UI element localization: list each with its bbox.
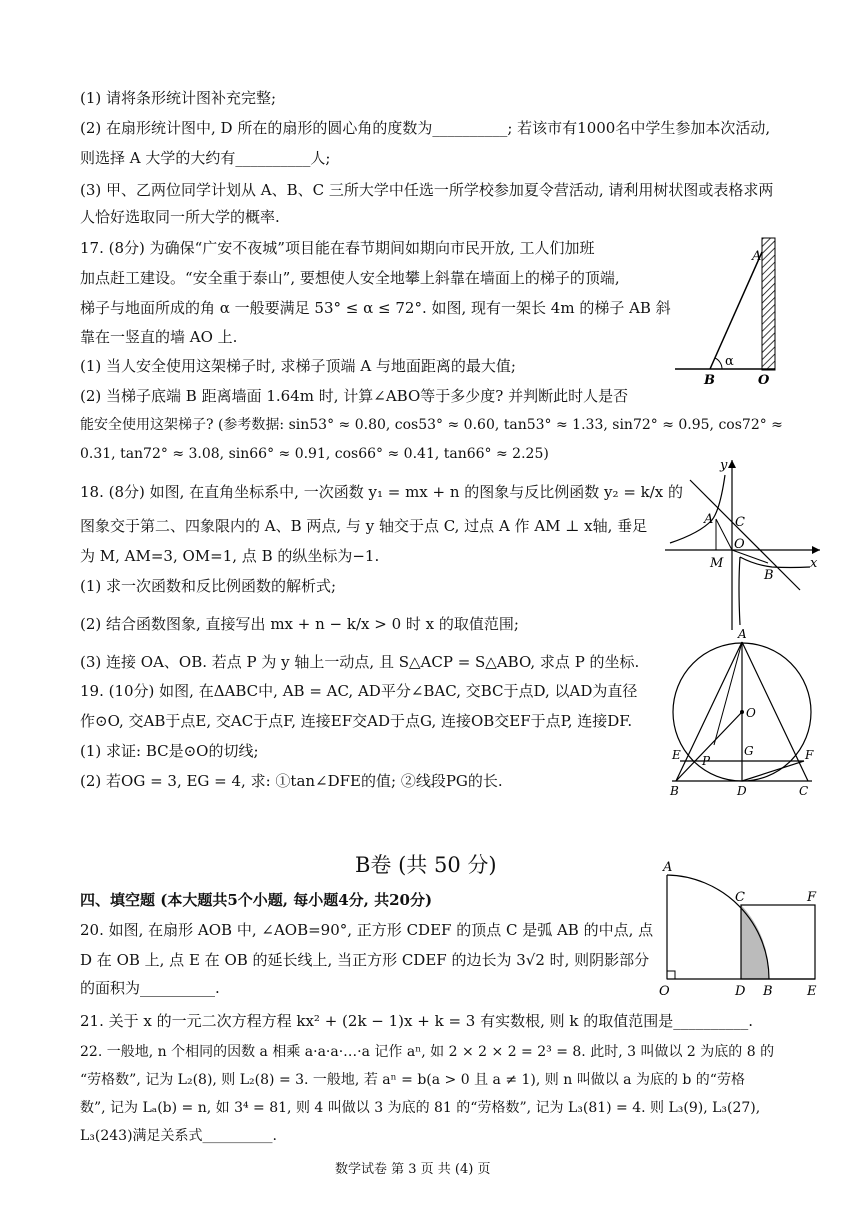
label-B: B [704, 373, 715, 388]
svg-text:E: E [672, 748, 681, 762]
label-O: O [758, 373, 770, 388]
hyperbola-q4 [739, 557, 740, 625]
q17-ref-data: 能安全使用这架梯子? (参考数据: sin53° ≈ 0.80, cos53° ≈ 0.60, tan53° ≈ 1.33, sin72° ≈ 0.95, cos72° ≈ [80, 417, 783, 433]
label-alpha: α [725, 354, 734, 369]
svg-text:D: D [735, 984, 746, 999]
svg-text:M: M [710, 556, 724, 571]
svg-text:B: B [670, 784, 679, 797]
q17-part1: (1) 当人安全使用这架梯子时, 求梯子顶端 A 与地面距离的最大值; [80, 357, 516, 375]
q17-stem: 17. (8分) 为确保“广安不夜城”项目能在春节期间如期向市民开放, 工人们加班 [80, 239, 595, 257]
q18-stem: 18. (8分) 如图, 在直角坐标系中, 一次函数 y₁ = mx + n 的图象与反比例函数 y₂ = k/x 的 [80, 483, 684, 501]
q19-part1: (1) 求证: BC是⊙O的切线; [80, 742, 259, 760]
q20-stem-3: 的面积为__________. [80, 979, 220, 997]
svg-text:E: E [807, 984, 817, 999]
q19-stem: 19. (10分) 如图, 在ΔABC中, AB = AC, AD平分∠BAC, 交BC于点D, 以AD为直径 [80, 682, 638, 700]
q17-ref-data-2: 0.31, tan72° ≈ 3.08, sin66° ≈ 0.91, cos66° ≈ 0.41, tan66° ≈ 2.25) [80, 446, 549, 462]
svg-text:C: C [799, 784, 809, 797]
q19-stem-2: 作⊙O, 交AB于点E, 交AC于点F, 连接EF交AD于点G, 连接OB交EF于点P, 连接DF. [80, 712, 633, 730]
svg-text:A: A [704, 512, 714, 527]
q16-part3: (3) 甲、乙两位同学计划从 A、B、C 三所大学中任选一所学校参加夏令营活动, 请利用树状图或表格求两 [80, 181, 774, 199]
circle-triangle-figure [662, 625, 832, 797]
svg-text:F: F [807, 890, 817, 905]
hyperbola-q2 [670, 475, 725, 543]
wall [762, 238, 775, 370]
q18-part2: (2) 结合函数图象, 直接写出 mx + n − k/x > 0 时 x 的取值范围; [80, 615, 519, 633]
svg-text:y: y [720, 458, 728, 473]
svg-text:O: O [659, 984, 670, 999]
svg-text:O: O [746, 706, 756, 720]
shaded-region [741, 905, 769, 979]
q20-stem-2: D 在 OB 上, 点 E 在 OB 的延长线上, 当正方形 CDEF 的边长为 3√2 时, 则阴影部分 [80, 951, 650, 969]
ladder-line [710, 252, 762, 369]
q18-stem-2: 图象交于第二、四象限内的 A、B 两点, 与 y 轴交于点 C, 过点 A 作 AM ⊥ x轴, 垂足 [80, 517, 648, 535]
q17-stem-3: 梯子与地面所成的角 α 一般要满足 53° ≤ α ≤ 72°. 如图, 现有一架长 4m 的梯子 AB 斜 [80, 299, 671, 317]
section-b-title: B卷 (共 50 分) [355, 853, 497, 877]
q17-stem-2: 加点赶工建设。“安全重于泰山”, 要想使人安全地攀上斜靠在墙面上的梯子的顶端, [80, 269, 620, 287]
q18-part1: (1) 求一次函数和反比例函数的解析式; [80, 577, 337, 595]
q17-stem-4: 靠在一竖直的墙 AO 上. [80, 328, 238, 346]
svg-text:P: P [702, 754, 711, 768]
q16-part3-cont: 人恰好选取同一所大学的概率. [80, 208, 280, 226]
svg-text:F: F [805, 748, 814, 762]
q22-stem-3: 数”, 记为 Lₐ(b) = n, 如 3⁴ = 81, 则 4 叫做以 3 为底的 81 的“劳格数”, 记为 L₃(81) = 4. 则 L₃(9), L₃(27), [80, 1100, 761, 1116]
svg-text:A: A [663, 860, 673, 875]
q22-stem: 22. 一般地, n 个相同的因数 a 相乘 a·a·a·…·a 记作 aⁿ, 如 2 × 2 × 2 = 2³ = 8. 此时, 3 叫做以 2 为底的 8 的 [80, 1044, 775, 1060]
svg-text:B: B [764, 568, 774, 583]
page-footer: 数学试卷 第 3 页 共 (4) 页 [335, 1162, 491, 1177]
q21-stem: 21. 关于 x 的一元二次方程方程 kx² + (2k − 1)x + k = 3 有实数根, 则 k 的取值范围是__________. [80, 1012, 754, 1030]
q19-part2: (2) 若OG = 3, EG = 4, 求: ①tan∠DFE的值; ②线段PG的长. [80, 772, 503, 790]
sector-figure [655, 855, 830, 1000]
q16-part2: (2) 在扇形统计图中, D 所在的扇形的圆心角的度数为__________; 若该市有1000名中学生参加本次活动, [80, 119, 771, 137]
q18-stem-3: 为 M, AM=3, OM=1, 点 B 的纵坐标为−1. [80, 547, 380, 565]
svg-text:C: C [735, 890, 745, 905]
svg-text:O: O [734, 537, 745, 552]
label-A: A [752, 249, 762, 264]
q17-part2: (2) 当梯子底端 B 距离墙面 1.64m 时, 计算∠ABO等于多少度? 并判断此时人是否 [80, 387, 629, 405]
q22-stem-2: “劳格数”, 记为 L₂(8), 则 L₂(8) = 3. 一般地, 若 aⁿ = b(a > 0 且 a ≠ 1), 则 n 叫做以 a 为底的 b 的“劳格 [80, 1072, 745, 1088]
svg-text:G: G [744, 744, 754, 758]
q20-stem: 20. 如图, 在扇形 AOB 中, ∠AOB=90°, 正方形 CDEF 的顶点 C 是弧 AB 的中点, 点 [80, 921, 654, 939]
svg-text:B: B [763, 984, 773, 999]
q18-part3: (3) 连接 OA、OB. 若点 P 为 y 轴上一动点, 且 S△ACP = S△ABO, 求点 P 的坐标. [80, 653, 640, 671]
q22-stem-4: L₃(243)满足关系式__________. [80, 1128, 278, 1144]
svg-text:C: C [735, 515, 745, 530]
svg-text:x: x [810, 556, 818, 571]
svg-text:D: D [737, 784, 747, 797]
line-y1 [690, 480, 800, 590]
svg-text:A: A [738, 627, 747, 641]
part4-heading: 四、填空题 (本大题共5个小题, 每小题4分, 共20分) [80, 891, 433, 909]
q16-part2-cont: 则选择 A 大学的大约有__________人; [80, 149, 331, 167]
ladder-figure [670, 232, 790, 392]
coordinate-figure [660, 455, 825, 635]
q16-part1: (1) 请将条形统计图补充完整; [80, 89, 277, 107]
